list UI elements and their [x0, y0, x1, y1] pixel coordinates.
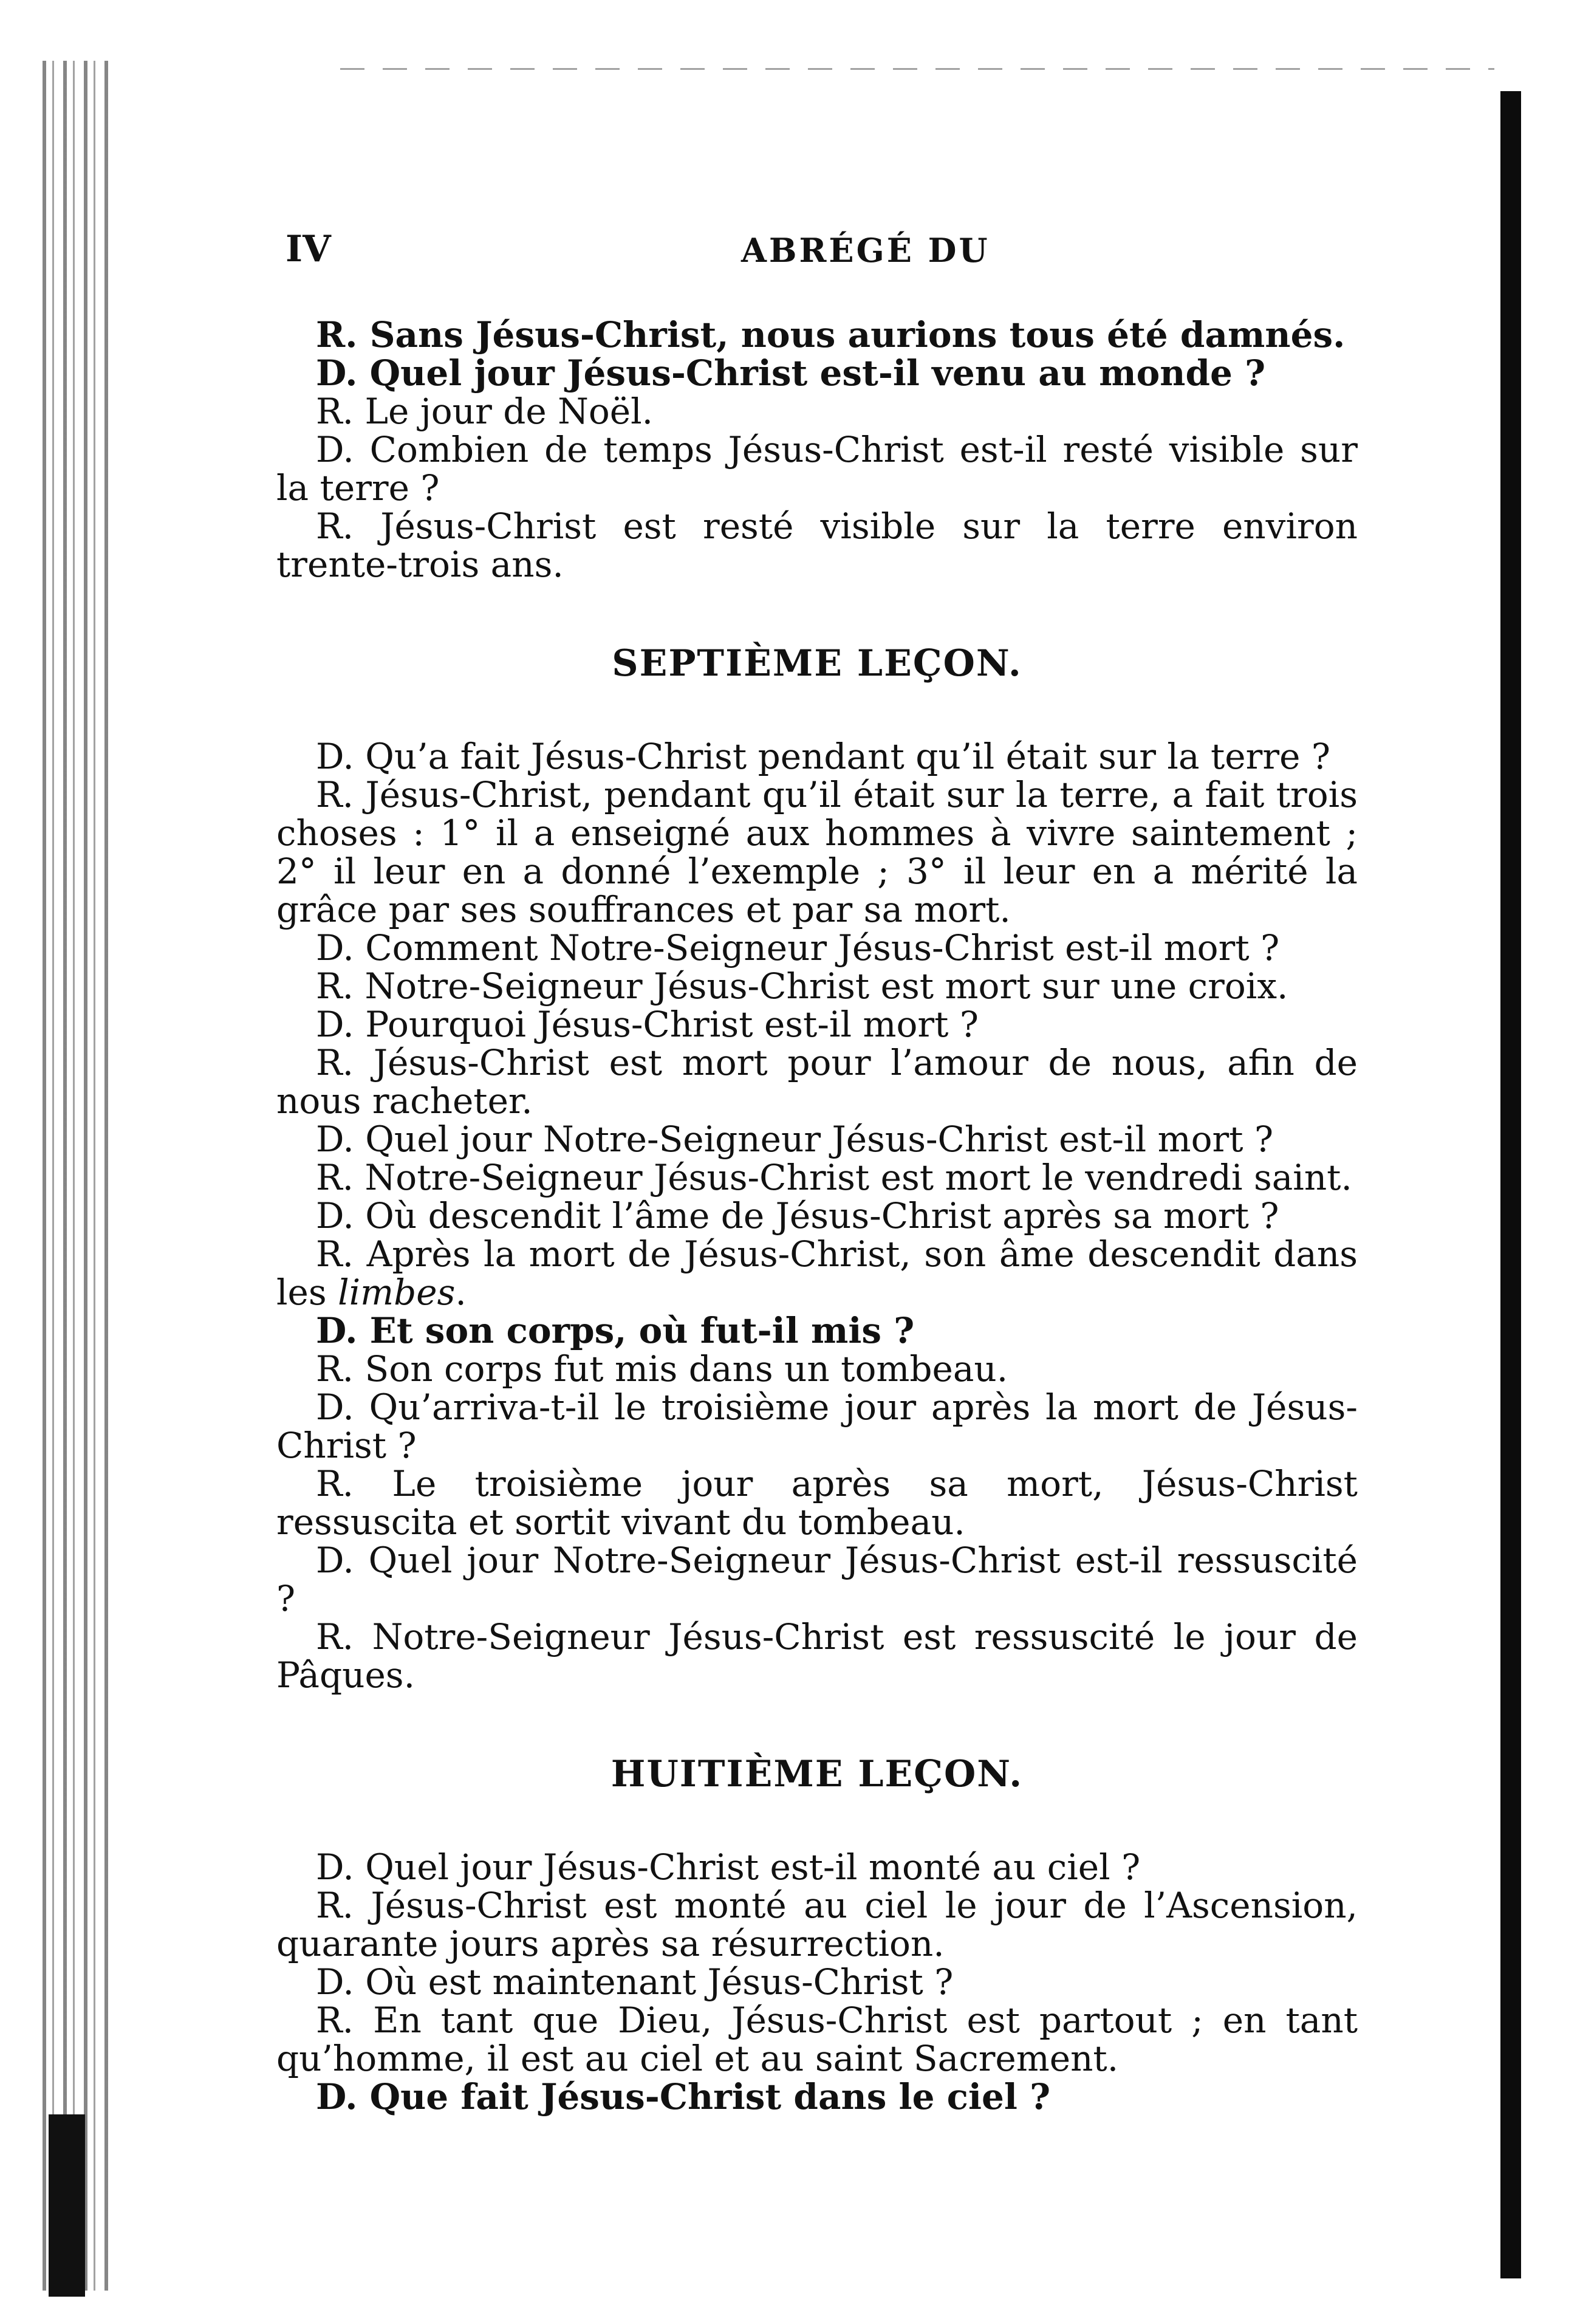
text-run: R. Jésus-Christ, pendant qu’il était sur la terre, a fait trois choses : 1° il a enseigné aux hommes à vivre saintement ; 2° il leur en a donné l’exemple ; 3° il leur en a mérité la grâce par ses souffrances et par sa mort. [276, 774, 1358, 930]
text-run: D. Qu’a fait Jésus-Christ pendant qu’il était sur la terre ? [316, 736, 1330, 777]
catechism-paragraph [276, 1887, 1358, 1963]
text-run: D. Quel jour Jésus-Christ est-il monté au ciel ? [316, 1846, 1141, 1888]
text-body [276, 316, 1358, 2116]
text-run: D. Combien de temps Jésus-Christ est-il resté visible sur la terre ? [276, 429, 1358, 509]
text-run: D. Où est maintenant Jésus-Christ ? [316, 1961, 954, 2003]
text-run: D. [316, 352, 370, 394]
text-run: D. Quel jour Notre-Seigneur Jésus-Christ est-il ressuscité ? [276, 1540, 1358, 1619]
text-run: R. Notre-Seigneur Jésus-Christ est ressuscité le jour de Pâques. [276, 1616, 1358, 1696]
catechism-paragraph [276, 1235, 1358, 1312]
catechism-paragraph [276, 929, 1358, 967]
text-run: R. Son corps fut mis dans un tombeau. [316, 1348, 1008, 1390]
lesson-heading: SEPTIÈME LEÇON. [612, 642, 1022, 685]
text-run: D. Et son corps, où fut-il mis ? [316, 1310, 915, 1351]
text-run: D. Où descendit l’âme de Jésus-Christ après sa mort ? [316, 1195, 1279, 1236]
text-run: R. Le troisième jour après sa mort, Jésus-Christ ressuscita et sortit vivant du tombeau. [276, 1463, 1358, 1543]
catechism-paragraph [276, 431, 1358, 507]
catechism-paragraph [276, 776, 1358, 929]
lesson-heading: HUITIÈME LEÇON. [610, 1753, 1024, 1795]
catechism-paragraph [276, 1197, 1358, 1235]
text-run: . [455, 1272, 467, 1313]
page-number: IV [286, 228, 331, 270]
running-title: ABRÉGÉ DU [741, 231, 990, 270]
text-run: R. Jésus-Christ est monté au ciel le jour de l’Ascension, quarante jours après sa résurrection. [276, 1885, 1358, 1964]
binding-edge-shadow [43, 61, 109, 2291]
catechism-paragraph [276, 967, 1358, 1006]
catechism-paragraph [276, 1388, 1358, 1465]
catechism-paragraph [276, 354, 1358, 392]
text-run: D. Comment Notre-Seigneur Jésus-Christ est-il mort ? [316, 927, 1280, 968]
text-run: R. Après la mort de Jésus-Christ, son âme descendit dans les [276, 1233, 1358, 1313]
text-run: D. Que fait Jésus-Christ dans le ciel ? [316, 2076, 1051, 2117]
catechism-paragraph [276, 1963, 1358, 2001]
right-edge-dark-bar [1500, 91, 1521, 2278]
text-run: limbes [338, 1272, 456, 1313]
text-run: D. Qu’arriva-t-il le troisième jour après la mort de Jésus-Christ ? [276, 1387, 1358, 1466]
catechism-paragraph [276, 1618, 1358, 1695]
catechism-paragraph [276, 1006, 1358, 1044]
catechism-paragraph [276, 316, 1358, 354]
catechism-paragraph [276, 507, 1358, 584]
catechism-paragraph [276, 2001, 1358, 2078]
catechism-paragraph [276, 738, 1358, 776]
catechism-paragraph [276, 1541, 1358, 1618]
catechism-paragraph [276, 1120, 1358, 1159]
text-run: D. Pourquoi Jésus-Christ est-il mort ? [316, 1004, 979, 1045]
catechism-paragraph [276, 2078, 1358, 2116]
binding-edge-dark-mark [49, 2114, 85, 2297]
catechism-paragraph [276, 1044, 1358, 1120]
text-run: Sans Jésus-Christ, nous aurions tous été damnés. [369, 314, 1346, 355]
top-scan-line [340, 68, 1494, 70]
catechism-paragraph [276, 1159, 1358, 1197]
text-run: R. [316, 314, 370, 355]
catechism-paragraph [276, 1350, 1358, 1388]
text-run: R. Notre-Seigneur Jésus-Christ est mort le vendredi saint. [316, 1157, 1352, 1198]
text-run: R. En tant que Dieu, Jésus-Christ est partout ; en tant qu’homme, il est au ciel et au saint Sacrement. [276, 2000, 1358, 2079]
text-run: D. Quel jour Notre-Seigneur Jésus-Christ est-il mort ? [316, 1119, 1274, 1160]
catechism-paragraph [276, 392, 1358, 431]
text-run: R. Notre-Seigneur Jésus-Christ est mort sur une croix. [316, 965, 1288, 1007]
catechism-paragraph [276, 1312, 1358, 1350]
text-run: Quel jour Jésus-Christ est-il venu au monde ? [369, 352, 1266, 394]
catechism-paragraph [276, 1848, 1358, 1887]
text-run: R. Le jour de Noël. [316, 391, 654, 432]
text-run: R. Jésus-Christ est mort pour l’amour de nous, afin de nous racheter. [276, 1042, 1358, 1122]
text-run: R. Jésus-Christ est resté visible sur la terre environ trente-trois ans. [276, 506, 1358, 585]
catechism-paragraph [276, 1465, 1358, 1541]
